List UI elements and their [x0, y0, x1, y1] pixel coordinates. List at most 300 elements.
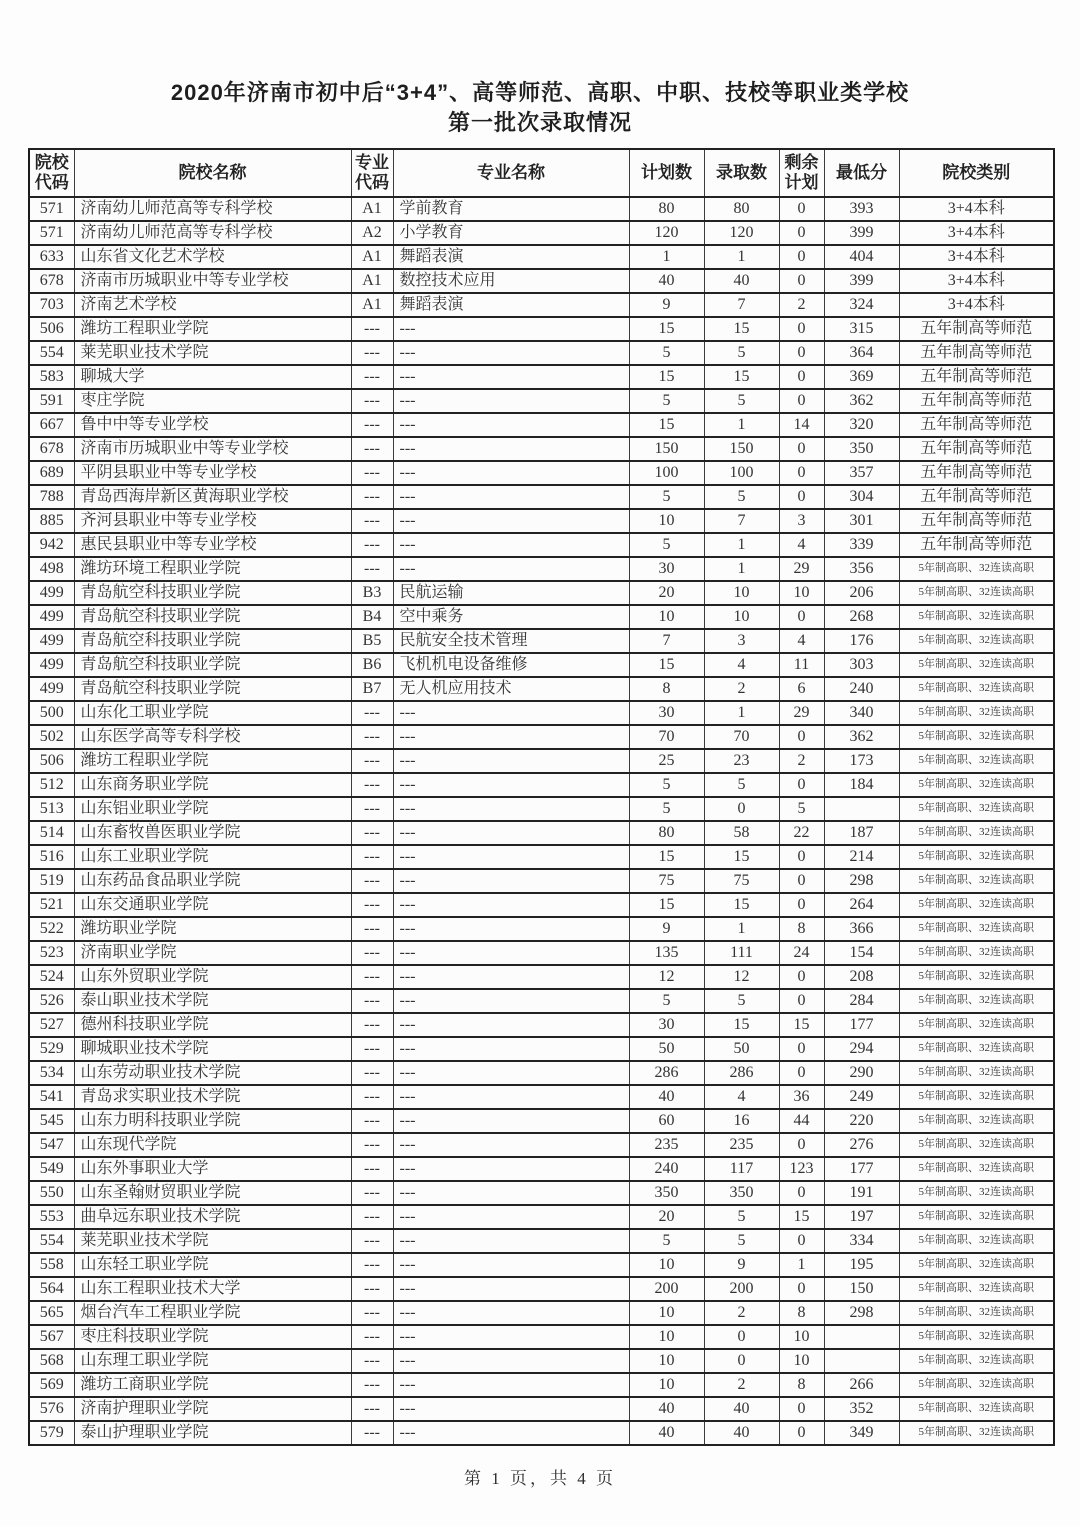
- cell-plan-count: 5: [629, 773, 704, 797]
- cell-remaining-plan: 2: [779, 293, 824, 317]
- cell-major-name: 数控技术应用: [393, 269, 629, 293]
- cell-plan-count: 5: [629, 1229, 704, 1253]
- cell-major-name: ---: [393, 1301, 629, 1325]
- cell-admitted-count: 7: [704, 293, 779, 317]
- cell-major-name: ---: [393, 1205, 629, 1229]
- cell-plan-count: 20: [629, 1205, 704, 1229]
- cell-remaining-plan: 10: [779, 581, 824, 605]
- cell-school-category: 5年制高职、32连读高职: [899, 1253, 1054, 1277]
- cell-school-category: 五年制高等师范: [899, 341, 1054, 365]
- cell-school-code: 576: [29, 1397, 74, 1421]
- cell-major-name: ---: [393, 797, 629, 821]
- cell-admitted-count: 50: [704, 1037, 779, 1061]
- cell-school-name: 山东外事职业大学: [74, 1157, 351, 1181]
- cell-major-code: ---: [351, 1085, 393, 1109]
- cell-plan-count: 10: [629, 1349, 704, 1373]
- cell-remaining-plan: 10: [779, 1349, 824, 1373]
- cell-remaining-plan: 0: [779, 1133, 824, 1157]
- table-row: [29, 1349, 1054, 1373]
- table-row: [29, 701, 1054, 725]
- cell-major-name: ---: [393, 1037, 629, 1061]
- cell-admitted-count: 1: [704, 701, 779, 725]
- cell-admitted-count: 58: [704, 821, 779, 845]
- cell-school-name: 潍坊职业学院: [74, 917, 351, 941]
- cell-min-score: 266: [824, 1373, 899, 1397]
- header-row: [29, 149, 1054, 197]
- cell-min-score: 298: [824, 869, 899, 893]
- cell-school-code: 514: [29, 821, 74, 845]
- cell-major-name: 学前教育: [393, 197, 629, 221]
- cell-major-code: ---: [351, 869, 393, 893]
- table-row: [29, 293, 1054, 317]
- cell-major-code: A2: [351, 221, 393, 245]
- cell-school-name: 山东工业职业学院: [74, 845, 351, 869]
- cell-remaining-plan: 1: [779, 1253, 824, 1277]
- cell-major-code: ---: [351, 1301, 393, 1325]
- cell-min-score: [824, 1349, 899, 1373]
- cell-major-name: ---: [393, 461, 629, 485]
- cell-min-score: 399: [824, 269, 899, 293]
- cell-min-score: 191: [824, 1181, 899, 1205]
- cell-school-name: 潍坊工程职业学院: [74, 317, 351, 341]
- cell-school-code: 885: [29, 509, 74, 533]
- cell-major-name: ---: [393, 845, 629, 869]
- cell-major-name: ---: [393, 413, 629, 437]
- table-row: [29, 269, 1054, 293]
- table-row: [29, 1205, 1054, 1229]
- cell-school-name: 山东劳动职业技术学院: [74, 1061, 351, 1085]
- cell-school-category: 5年制高职、32连读高职: [899, 917, 1054, 941]
- cell-major-name: 无人机应用技术: [393, 677, 629, 701]
- cell-major-code: ---: [351, 1325, 393, 1349]
- cell-school-category: 5年制高职、32连读高职: [899, 893, 1054, 917]
- cell-school-category: 5年制高职、32连读高职: [899, 1181, 1054, 1205]
- cell-school-name: 德州科技职业学院: [74, 1013, 351, 1037]
- cell-major-name: ---: [393, 1421, 629, 1445]
- cell-school-code: 788: [29, 485, 74, 509]
- cell-major-name: ---: [393, 485, 629, 509]
- cell-major-code: A1: [351, 197, 393, 221]
- cell-school-name: 济南市历城职业中等专业学校: [74, 269, 351, 293]
- cell-school-code: 500: [29, 701, 74, 725]
- cell-remaining-plan: 22: [779, 821, 824, 845]
- cell-remaining-plan: 8: [779, 917, 824, 941]
- table-row: [29, 893, 1054, 917]
- cell-major-code: B7: [351, 677, 393, 701]
- cell-admitted-count: 40: [704, 1421, 779, 1445]
- cell-major-name: ---: [393, 1061, 629, 1085]
- table-row: [29, 653, 1054, 677]
- table-row: [29, 1325, 1054, 1349]
- table-header: [29, 149, 1054, 197]
- cell-major-name: ---: [393, 1013, 629, 1037]
- cell-school-name: 泰山职业技术学院: [74, 989, 351, 1013]
- cell-major-name: 小学教育: [393, 221, 629, 245]
- cell-remaining-plan: 0: [779, 1061, 824, 1085]
- cell-remaining-plan: 8: [779, 1373, 824, 1397]
- cell-school-category: 5年制高职、32连读高职: [899, 773, 1054, 797]
- cell-school-code: 554: [29, 1229, 74, 1253]
- cell-remaining-plan: 0: [779, 365, 824, 389]
- cell-school-name: 曲阜远东职业技术学院: [74, 1205, 351, 1229]
- cell-remaining-plan: 0: [779, 1181, 824, 1205]
- cell-remaining-plan: 10: [779, 1325, 824, 1349]
- cell-school-code: 512: [29, 773, 74, 797]
- cell-remaining-plan: 5: [779, 797, 824, 821]
- cell-admitted-count: 235: [704, 1133, 779, 1157]
- table-row: [29, 677, 1054, 701]
- cell-school-category: 5年制高职、32连读高职: [899, 749, 1054, 773]
- cell-school-name: 青岛航空科技职业学院: [74, 605, 351, 629]
- cell-plan-count: 40: [629, 1397, 704, 1421]
- cell-admitted-count: 5: [704, 341, 779, 365]
- cell-school-category: 5年制高职、32连读高职: [899, 1397, 1054, 1421]
- cell-major-name: 民航安全技术管理: [393, 629, 629, 653]
- cell-school-name: 青岛航空科技职业学院: [74, 581, 351, 605]
- table-row: [29, 1061, 1054, 1085]
- cell-min-score: 393: [824, 197, 899, 221]
- header-remaining-plan: 剩余计划: [779, 149, 824, 197]
- cell-min-score: 399: [824, 221, 899, 245]
- cell-plan-count: 235: [629, 1133, 704, 1157]
- cell-school-category: 5年制高职、32连读高职: [899, 725, 1054, 749]
- cell-min-score: 350: [824, 437, 899, 461]
- cell-admitted-count: 5: [704, 389, 779, 413]
- cell-remaining-plan: 0: [779, 437, 824, 461]
- cell-major-code: ---: [351, 1277, 393, 1301]
- cell-admitted-count: 0: [704, 1325, 779, 1349]
- table-row: [29, 605, 1054, 629]
- cell-major-code: ---: [351, 1373, 393, 1397]
- cell-major-name: ---: [393, 821, 629, 845]
- cell-admitted-count: 15: [704, 845, 779, 869]
- cell-plan-count: 15: [629, 845, 704, 869]
- cell-min-score: 362: [824, 389, 899, 413]
- cell-school-code: 506: [29, 317, 74, 341]
- table-row: [29, 1229, 1054, 1253]
- cell-school-code: 567: [29, 1325, 74, 1349]
- table-row: [29, 557, 1054, 581]
- cell-school-code: 541: [29, 1085, 74, 1109]
- table-row: [29, 413, 1054, 437]
- cell-school-name: 山东药品食品职业学院: [74, 869, 351, 893]
- cell-plan-count: 15: [629, 365, 704, 389]
- cell-school-name: 山东商务职业学院: [74, 773, 351, 797]
- cell-school-name: 潍坊环境工程职业学院: [74, 557, 351, 581]
- cell-plan-count: 10: [629, 1325, 704, 1349]
- cell-plan-count: 80: [629, 821, 704, 845]
- cell-school-category: 3+4本科: [899, 293, 1054, 317]
- cell-admitted-count: 4: [704, 1085, 779, 1109]
- cell-major-code: ---: [351, 365, 393, 389]
- cell-min-score: 404: [824, 245, 899, 269]
- cell-school-category: 五年制高等师范: [899, 389, 1054, 413]
- cell-major-name: ---: [393, 509, 629, 533]
- cell-plan-count: 8: [629, 677, 704, 701]
- cell-school-name: 山东畜牧兽医职业学院: [74, 821, 351, 845]
- cell-admitted-count: 111: [704, 941, 779, 965]
- cell-school-name: 聊城大学: [74, 365, 351, 389]
- table-row: [29, 389, 1054, 413]
- cell-school-code: 534: [29, 1061, 74, 1085]
- table-row: [29, 461, 1054, 485]
- cell-school-code: 553: [29, 1205, 74, 1229]
- cell-remaining-plan: 15: [779, 1205, 824, 1229]
- cell-remaining-plan: 0: [779, 893, 824, 917]
- cell-plan-count: 80: [629, 197, 704, 221]
- cell-min-score: 352: [824, 1397, 899, 1421]
- cell-remaining-plan: 24: [779, 941, 824, 965]
- cell-major-code: ---: [351, 317, 393, 341]
- cell-min-score: 184: [824, 773, 899, 797]
- cell-school-name: 青岛航空科技职业学院: [74, 653, 351, 677]
- cell-remaining-plan: 29: [779, 557, 824, 581]
- cell-plan-count: 10: [629, 1373, 704, 1397]
- table-row: [29, 317, 1054, 341]
- cell-plan-count: 9: [629, 293, 704, 317]
- cell-school-code: 499: [29, 605, 74, 629]
- cell-major-code: ---: [351, 1229, 393, 1253]
- cell-major-code: ---: [351, 941, 393, 965]
- cell-admitted-count: 1: [704, 557, 779, 581]
- cell-min-score: 315: [824, 317, 899, 341]
- cell-school-name: 聊城职业技术学院: [74, 1037, 351, 1061]
- cell-plan-count: 5: [629, 389, 704, 413]
- cell-remaining-plan: 8: [779, 1301, 824, 1325]
- cell-plan-count: 120: [629, 221, 704, 245]
- cell-min-score: 320: [824, 413, 899, 437]
- table-row: [29, 365, 1054, 389]
- cell-major-code: ---: [351, 1181, 393, 1205]
- cell-admitted-count: 150: [704, 437, 779, 461]
- cell-remaining-plan: 0: [779, 341, 824, 365]
- cell-admitted-count: 40: [704, 269, 779, 293]
- cell-school-category: 5年制高职、32连读高职: [899, 1229, 1054, 1253]
- cell-school-category: 5年制高职、32连读高职: [899, 1061, 1054, 1085]
- cell-plan-count: 240: [629, 1157, 704, 1181]
- cell-admitted-count: 200: [704, 1277, 779, 1301]
- cell-major-name: ---: [393, 1133, 629, 1157]
- cell-school-code: 550: [29, 1181, 74, 1205]
- cell-admitted-count: 2: [704, 677, 779, 701]
- cell-major-code: ---: [351, 821, 393, 845]
- cell-school-name: 山东理工职业学院: [74, 1349, 351, 1373]
- cell-major-code: ---: [351, 1253, 393, 1277]
- cell-school-name: 济南市历城职业中等专业学校: [74, 437, 351, 461]
- cell-school-category: 5年制高职、32连读高职: [899, 797, 1054, 821]
- cell-school-code: 579: [29, 1421, 74, 1445]
- cell-admitted-count: 10: [704, 581, 779, 605]
- cell-major-code: ---: [351, 413, 393, 437]
- cell-admitted-count: 117: [704, 1157, 779, 1181]
- cell-min-score: 284: [824, 989, 899, 1013]
- cell-school-category: 3+4本科: [899, 245, 1054, 269]
- cell-min-score: 154: [824, 941, 899, 965]
- cell-plan-count: 10: [629, 1253, 704, 1277]
- cell-min-score: 240: [824, 677, 899, 701]
- cell-admitted-count: 1: [704, 413, 779, 437]
- cell-school-code: 527: [29, 1013, 74, 1037]
- cell-min-score: 356: [824, 557, 899, 581]
- cell-remaining-plan: 4: [779, 629, 824, 653]
- cell-plan-count: 7: [629, 629, 704, 653]
- cell-school-category: 5年制高职、32连读高职: [899, 1421, 1054, 1445]
- table-row: [29, 1013, 1054, 1037]
- cell-plan-count: 10: [629, 605, 704, 629]
- cell-admitted-count: 286: [704, 1061, 779, 1085]
- cell-admitted-count: 75: [704, 869, 779, 893]
- table-row: [29, 1421, 1054, 1445]
- cell-remaining-plan: 3: [779, 509, 824, 533]
- table-row: [29, 1133, 1054, 1157]
- cell-school-code: 571: [29, 221, 74, 245]
- cell-major-name: ---: [393, 725, 629, 749]
- cell-major-name: ---: [393, 989, 629, 1013]
- cell-min-score: 206: [824, 581, 899, 605]
- table-row: [29, 941, 1054, 965]
- cell-major-code: B6: [351, 653, 393, 677]
- cell-plan-count: 75: [629, 869, 704, 893]
- cell-plan-count: 5: [629, 533, 704, 557]
- cell-remaining-plan: 44: [779, 1109, 824, 1133]
- cell-major-code: ---: [351, 389, 393, 413]
- cell-school-name: 青岛求实职业技术学院: [74, 1085, 351, 1109]
- cell-school-name: 山东轻工职业学院: [74, 1253, 351, 1277]
- cell-major-name: ---: [393, 773, 629, 797]
- cell-school-category: 5年制高职、32连读高职: [899, 1133, 1054, 1157]
- cell-major-code: ---: [351, 533, 393, 557]
- cell-school-code: 499: [29, 629, 74, 653]
- table-row: [29, 1253, 1054, 1277]
- cell-school-name: 鲁中中等专业学校: [74, 413, 351, 437]
- cell-major-code: A1: [351, 269, 393, 293]
- cell-school-category: 5年制高职、32连读高职: [899, 1205, 1054, 1229]
- cell-school-name: 潍坊工程职业学院: [74, 749, 351, 773]
- header-school-category: 院校类别: [899, 149, 1054, 197]
- cell-plan-count: 12: [629, 965, 704, 989]
- cell-remaining-plan: 0: [779, 965, 824, 989]
- cell-school-category: 5年制高职、32连读高职: [899, 821, 1054, 845]
- cell-admitted-count: 23: [704, 749, 779, 773]
- cell-school-code: 591: [29, 389, 74, 413]
- cell-school-category: 五年制高等师范: [899, 461, 1054, 485]
- cell-remaining-plan: 0: [779, 221, 824, 245]
- cell-school-name: 山东省文化艺术学校: [74, 245, 351, 269]
- cell-school-code: 522: [29, 917, 74, 941]
- cell-school-category: 5年制高职、32连读高职: [899, 1157, 1054, 1181]
- table-row: [29, 1085, 1054, 1109]
- cell-school-category: 3+4本科: [899, 221, 1054, 245]
- header-major-code: 专业代码: [351, 149, 393, 197]
- cell-school-code: 498: [29, 557, 74, 581]
- cell-school-category: 5年制高职、32连读高职: [899, 701, 1054, 725]
- cell-school-name: 山东工程职业技术大学: [74, 1277, 351, 1301]
- cell-school-category: 3+4本科: [899, 269, 1054, 293]
- cell-remaining-plan: 0: [779, 485, 824, 509]
- cell-major-code: ---: [351, 749, 393, 773]
- cell-school-category: 五年制高等师范: [899, 317, 1054, 341]
- table-row: [29, 1181, 1054, 1205]
- cell-school-code: 583: [29, 365, 74, 389]
- cell-plan-count: 350: [629, 1181, 704, 1205]
- cell-admitted-count: 7: [704, 509, 779, 533]
- cell-plan-count: 150: [629, 437, 704, 461]
- cell-admitted-count: 15: [704, 1013, 779, 1037]
- cell-plan-count: 40: [629, 1085, 704, 1109]
- cell-major-code: ---: [351, 341, 393, 365]
- table-row: [29, 821, 1054, 845]
- cell-min-score: 339: [824, 533, 899, 557]
- cell-school-name: 烟台汽车工程职业学院: [74, 1301, 351, 1325]
- cell-min-score: 249: [824, 1085, 899, 1109]
- cell-major-code: ---: [351, 725, 393, 749]
- cell-remaining-plan: 0: [779, 197, 824, 221]
- cell-school-name: 山东现代学院: [74, 1133, 351, 1157]
- table-row: [29, 581, 1054, 605]
- cell-school-name: 山东铝业职业学院: [74, 797, 351, 821]
- cell-plan-count: 30: [629, 557, 704, 581]
- table-row: [29, 221, 1054, 245]
- table-row: [29, 1397, 1054, 1421]
- cell-school-name: 莱芜职业技术学院: [74, 1229, 351, 1253]
- cell-remaining-plan: 0: [779, 317, 824, 341]
- cell-major-name: ---: [393, 1229, 629, 1253]
- cell-admitted-count: 15: [704, 365, 779, 389]
- cell-major-name: ---: [393, 1085, 629, 1109]
- cell-major-code: ---: [351, 1349, 393, 1373]
- cell-school-name: 泰山护理职业学院: [74, 1421, 351, 1445]
- header-min-score: 最低分: [824, 149, 899, 197]
- cell-major-name: ---: [393, 533, 629, 557]
- cell-admitted-count: 120: [704, 221, 779, 245]
- cell-school-code: 499: [29, 653, 74, 677]
- cell-school-code: 703: [29, 293, 74, 317]
- cell-plan-count: 50: [629, 1037, 704, 1061]
- cell-admitted-count: 12: [704, 965, 779, 989]
- cell-remaining-plan: 0: [779, 389, 824, 413]
- cell-school-category: 5年制高职、32连读高职: [899, 1277, 1054, 1301]
- cell-plan-count: 100: [629, 461, 704, 485]
- cell-major-code: ---: [351, 1397, 393, 1421]
- cell-remaining-plan: 0: [779, 1277, 824, 1301]
- cell-major-name: ---: [393, 1325, 629, 1349]
- cell-major-name: ---: [393, 893, 629, 917]
- cell-min-score: 324: [824, 293, 899, 317]
- cell-admitted-count: 100: [704, 461, 779, 485]
- cell-school-name: 枣庄科技职业学院: [74, 1325, 351, 1349]
- cell-plan-count: 30: [629, 1013, 704, 1037]
- cell-admitted-count: 0: [704, 1349, 779, 1373]
- cell-min-score: 362: [824, 725, 899, 749]
- table-row: [29, 197, 1054, 221]
- cell-school-name: 青岛航空科技职业学院: [74, 629, 351, 653]
- table-row: [29, 245, 1054, 269]
- cell-remaining-plan: 0: [779, 845, 824, 869]
- header-major-name: 专业名称: [393, 149, 629, 197]
- cell-school-name: 山东医学高等专科学校: [74, 725, 351, 749]
- page-title-line1: 2020年济南市初中后“3+4”、高等师范、高职、中职、技校等职业类学校: [170, 80, 910, 105]
- cell-plan-count: 70: [629, 725, 704, 749]
- table-row: [29, 1037, 1054, 1061]
- table-row: [29, 797, 1054, 821]
- cell-plan-count: 10: [629, 1301, 704, 1325]
- cell-school-code: 499: [29, 581, 74, 605]
- cell-school-name: 齐河县职业中等专业学校: [74, 509, 351, 533]
- cell-major-name: ---: [393, 437, 629, 461]
- cell-plan-count: 60: [629, 1109, 704, 1133]
- cell-min-score: 366: [824, 917, 899, 941]
- cell-admitted-count: 0: [704, 797, 779, 821]
